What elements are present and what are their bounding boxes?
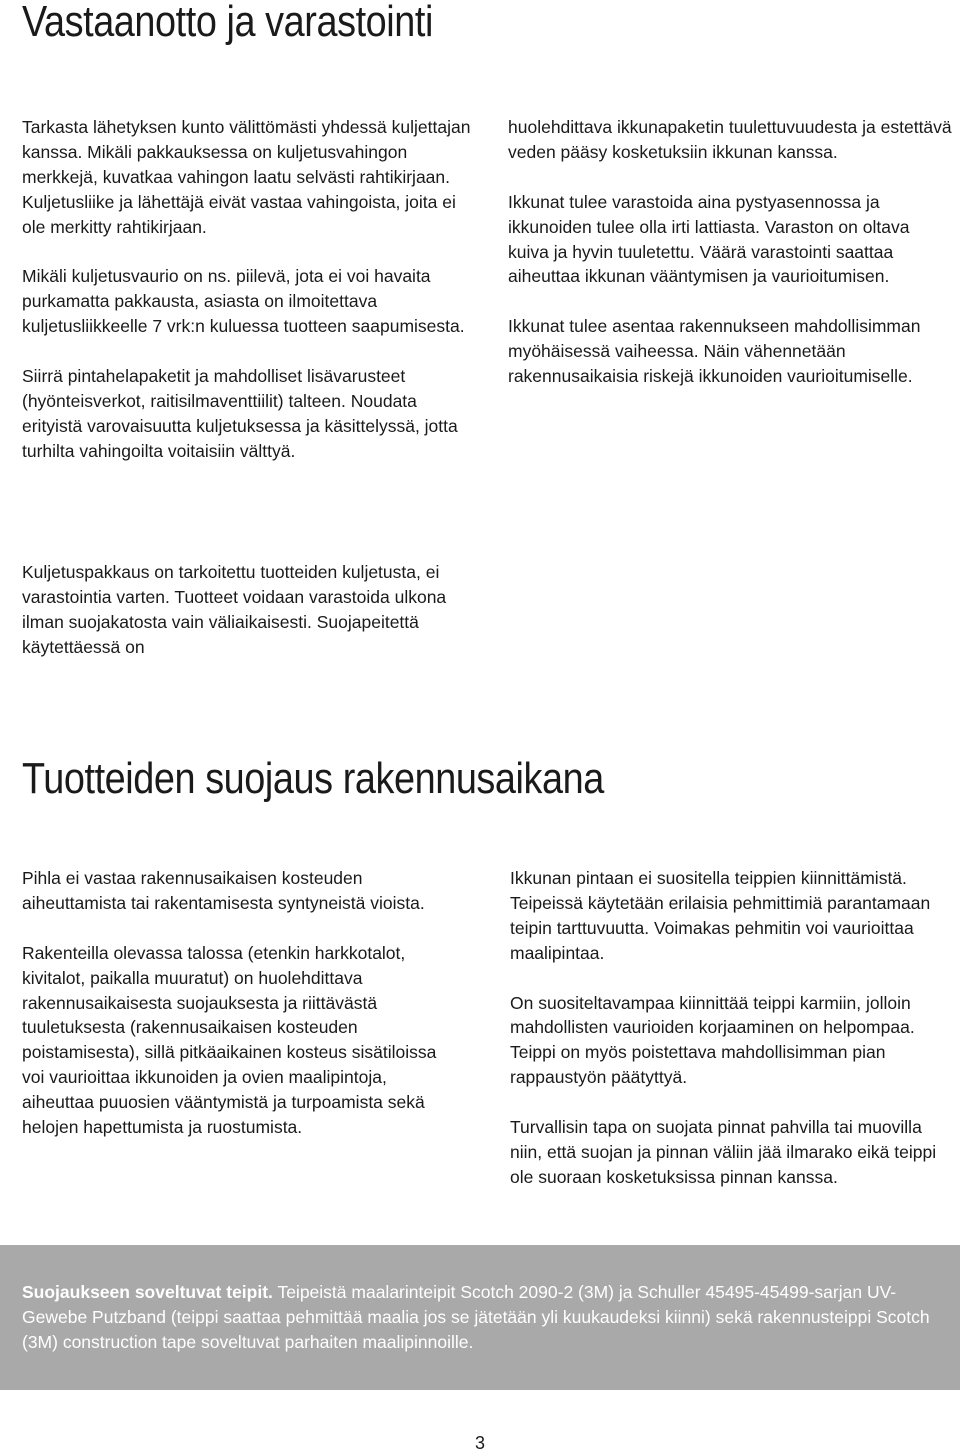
- paragraph: Tarkasta lähetyksen kunto välittömästi yhdessä kuljettajan kanssa. Mikäli pakkauksessa on kuljetusvahingon merkkejä, kuvatkaa vahingon laatu selvästi rahtikirjaan. Kuljetusliike ja lähettäjä eivät vastaa vahingoista, joita ei ole merkitty rahtikirjaan.: [22, 117, 471, 237]
- paragraph: Ikkunat tulee asentaa rakennukseen mahdollisimman myöhäisessä vaiheessa. Näin vähennetään rakennusaikaisia riskejä ikkunoiden vaurioitumiselle.: [508, 316, 921, 387]
- protection-column-right: [510, 866, 956, 1190]
- paragraph: huolehdittava ikkunapaketin tuulettuvuudesta ja estettävä veden pääsy kosketuksiin ikkunan kanssa.: [508, 117, 952, 162]
- paragraph: Ikkunan pintaan ei suositella teippien kiinnittämistä. Teipeissä käytetään erilaisia pehmittimiä parantamaan teipin tarttuvuutta. Voimakas pehmitin voi vaurioittaa maalipintaa.: [510, 868, 931, 963]
- section-title-protection: Tuotteiden suojaus rakennusaikana: [22, 754, 604, 803]
- info-box-heading: Suojaukseen soveltuvat teipit.: [22, 1282, 273, 1302]
- storage-column-left: [22, 115, 482, 464]
- storage-column-right: [508, 115, 954, 389]
- paragraph: Rakenteilla olevassa talossa (etenkin harkkotalot, kivitalot, paikalla muuratut) on huolehdittava rakennusaikaisesta suojauksesta ja riittävästä tuuletuksesta (rakennusaikaisen kosteuden poistamisesta), sillä pitkäaikainen kosteus sisätiloissa voi vaurioittaa ikkunoiden ja ovien maalipintoja, aiheuttaa puuosien vääntymistä ja turpoamista sekä helojen hapettumista ja ruostumista.: [22, 942, 437, 1138]
- paragraph: On suositeltavampaa kiinnittää teippi karmiin, jolloin mahdollisten vaurioiden korjaaminen on helpompaa. Teippi on myös poistettava mahdollisimman pian rappaustyön päätyttyä.: [510, 992, 915, 1088]
- paragraph: Mikäli kuljetusvaurio on ns. piilevä, jota ei voi havaita purkamatta pakkausta, asiasta on ilmoitettava kuljetusliikkeelle 7 vrk:n kuluessa tuotteen saapumisesta.: [22, 266, 465, 337]
- page-number: 3: [474, 1433, 485, 1453]
- tape-info-box: [0, 1245, 960, 1390]
- paragraph: Kuljetuspakkaus on tarkoitettu tuotteiden kuljetusta, ei varastointia varten. Tuotteet voidaan varastoida ulkona ilman suojakatosta vain väliaikaisesti. Suojapeitettä käytettäessä on: [22, 562, 447, 657]
- section-title-storage: Vastaanotto ja varastointi: [22, 0, 433, 46]
- protection-column-left: [22, 866, 462, 1140]
- paragraph: Ikkunat tulee varastoida aina pystyasennossa ja ikkunoiden tulee olla irti lattiasta. Varaston on oltava kuiva ja hyvin tuuletettu. Väärä varastointi saattaa aiheuttaa ikkunan vääntymisen ja vaurioitumisen.: [508, 191, 910, 287]
- info-box-text: [22, 1280, 938, 1355]
- storage-column-left-bottom: [22, 560, 482, 660]
- paragraph: Turvallisin tapa on suojata pinnat pahvilla tai muovilla niin, että suojan ja pinnan väliin jää ilmarako eikä teippi ole suoraan kosketuksissa pinnan kanssa.: [510, 1117, 937, 1187]
- info-box-body: Teipeistä maalarinteipit Scotch 2090-2 (3M) ja Schuller 45495-45499-sarjan UV-Gewebe Putzband (teippi saattaa pehmittää maalia jos se jätetään yli kuukaudeksi kiinni) sekä rakennusteippi Scotch (3M) construction tape soveltuvat parhaiten maalipinnoille.: [22, 1282, 930, 1352]
- paragraph: Pihla ei vastaa rakennusaikaisen kosteuden aiheuttamista tai rakentamisesta syntyneistä vioista.: [22, 868, 425, 913]
- paragraph: Siirrä pintahelapaketit ja mahdolliset lisävarusteet (hyönteisverkot, raitisilmaventtiilit) talteen. Noudata erityistä varovaisuutta kuljetuksessa ja käsittelyssä, jotta turhilta vahingoilta voitaisiin välttyä.: [22, 366, 458, 461]
